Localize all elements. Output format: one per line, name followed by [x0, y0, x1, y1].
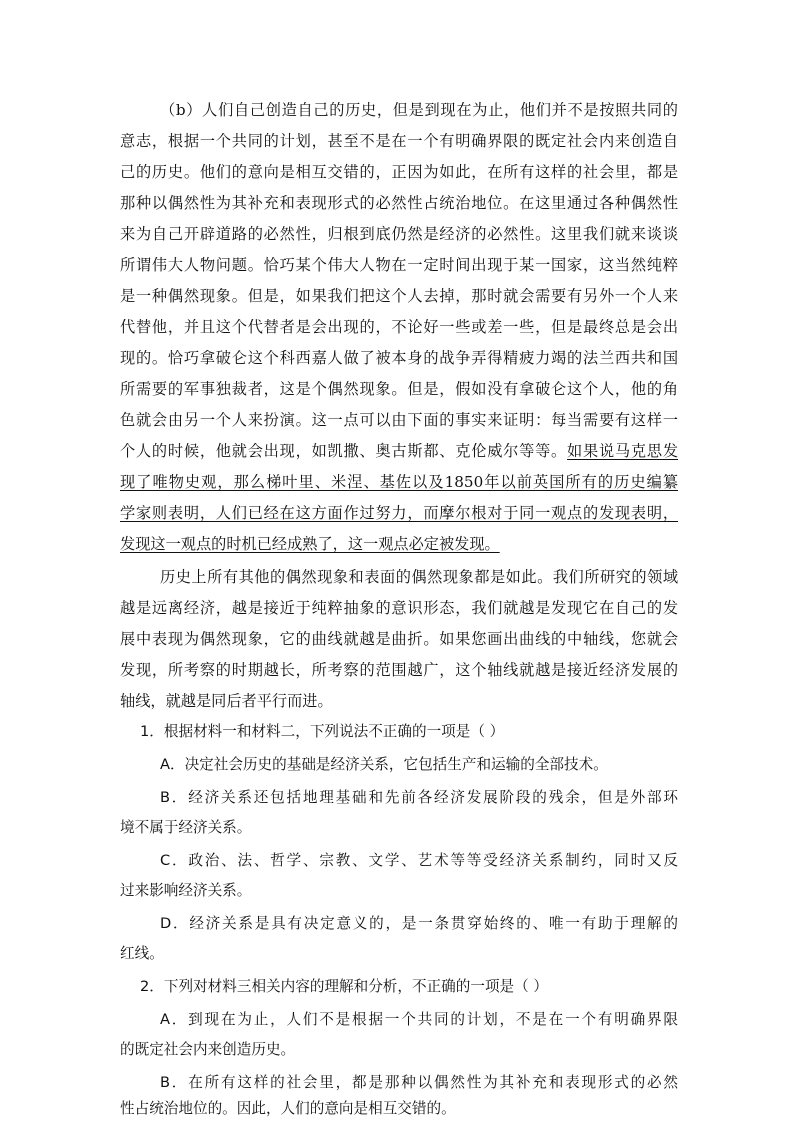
- question-1-stem: 1．根据材料一和材料二，下列说法不正确的一项是（ ）: [140, 723, 505, 740]
- question-2-option-b-cont: 性占统治地位的。因此，人们的意向是相互交错的。: [120, 1100, 456, 1117]
- passage-line: 己的历史。他们的意向是相互交错的，正因为如此，在所有这样的社会里，都是: [120, 163, 678, 181]
- passage-line: 那种以偶然性为其补充和表现形式的必然性占统治地位。在这里通过各种偶然性: [120, 194, 678, 212]
- passage-line: 意志，根据一个共同的计划，甚至不是在一个有明确界限的既定社会内来创造自: [120, 132, 678, 150]
- passage-line: 越是远离经济，越是接近于纯粹抽象的意识形态，我们就越是发现它在自己的发: [120, 599, 678, 617]
- passage-line: 所需要的军事独裁者，这是个偶然现象。但是，假如没有拿破仑这个人，他的角: [120, 380, 678, 398]
- passage-line: [120, 436, 678, 466]
- question-1-option-b-cont: 境不属于经济关系。: [120, 819, 252, 836]
- underlined-text: 学家则表明，人们已经在这方面作过努力，而摩尔根对于同一观点的发现表明，: [120, 504, 678, 522]
- underlined-text: 如果说马克思发: [567, 442, 678, 460]
- passage-line: 色就会由另一个人来扮演。这一点可以由下面的事实来证明：每当需要有这样一: [120, 411, 678, 429]
- question-1-option-d[interactable]: D．经济关系是具有决定意义的，是一条贯穿始终的、唯一有助于理解的: [160, 915, 678, 932]
- passage-line: 历史上所有其他的偶然现象和表面的偶然现象都是如此。我们所研究的领域: [160, 568, 678, 586]
- passage-line: 展中表现为偶然现象，它的曲线就越是曲折。如果您画出曲线的中轴线，您就会: [120, 630, 678, 648]
- passage-line: 来为自己开辟道路的必然性，归根到底仍然是经济的必然性。这里我们就来谈谈: [120, 225, 678, 243]
- question-1-option-b[interactable]: B．经济关系还包括地理基础和先前各经济发展阶段的残余，但是外部环: [160, 789, 678, 806]
- question-1-option-c[interactable]: C．政治、法、哲学、宗教、文学、艺术等等受经济关系制约，同时又反: [160, 852, 678, 869]
- passage-line: （b）人们自己创造自己的历史，但是到现在为止，他们并不是按照共同的: [160, 101, 678, 119]
- question-1-option-d-cont: 红线。: [120, 945, 164, 962]
- passage-line: 现的。恰巧拿破仑这个科西嘉人做了被本身的战争弄得精疲力竭的法兰西共和国: [120, 349, 678, 367]
- passage-line: 所谓伟大人物问题。恰巧某个伟大人物在一定时间出现于某一国家，这当然纯粹: [120, 256, 678, 274]
- underlined-line: [120, 467, 678, 497]
- passage-line: 轴线，就越是同后者平行而进。: [120, 692, 333, 710]
- question-1-option-a[interactable]: A．决定社会历史的基础是经济关系，它包括生产和运输的全部技术。: [160, 756, 608, 773]
- passage-line: 发现，所考察的时期越长，所考察的范围越广，这个轴线就越是接近经济发展的: [120, 661, 678, 679]
- passage-line: 是一种偶然现象。但是，如果我们把这个人去掉，那时就会需要有另外一个人来: [120, 287, 678, 305]
- question-2-option-a[interactable]: A．到现在为止，人们不是根据一个共同的计划，不是在一个有明确界限: [160, 1011, 678, 1028]
- passage-line: 代替他，并且这个代替者是会出现的，不论好一些或差一些，但是最终总是会出: [120, 318, 678, 336]
- underlined-line: [120, 529, 678, 559]
- underlined-line: [120, 498, 678, 528]
- question-2-option-b[interactable]: B．在所有这样的社会里，都是那种以偶然性为其补充和表现形式的必然: [160, 1074, 678, 1091]
- question-2-stem: 2．下列对材料三相关内容的理解和分析，不正确的一项是（ ）: [140, 978, 548, 995]
- question-2-option-a-cont: 的既定社会内来创造历史。: [120, 1041, 296, 1058]
- passage-text: 个人的时候，他就会出现，如凯撒、奥古斯都、克伦威尔等等。: [120, 442, 568, 460]
- question-1-option-c-cont: 过来影响经济关系。: [120, 882, 252, 899]
- underlined-text: 发现这一观点的时机已经成熟了，这一观点必定被发现。: [120, 535, 500, 553]
- underlined-text: 现了唯物史观，那么梯叶里、米涅、基佐以及1850年以前英国所有的历史编纂: [120, 473, 678, 491]
